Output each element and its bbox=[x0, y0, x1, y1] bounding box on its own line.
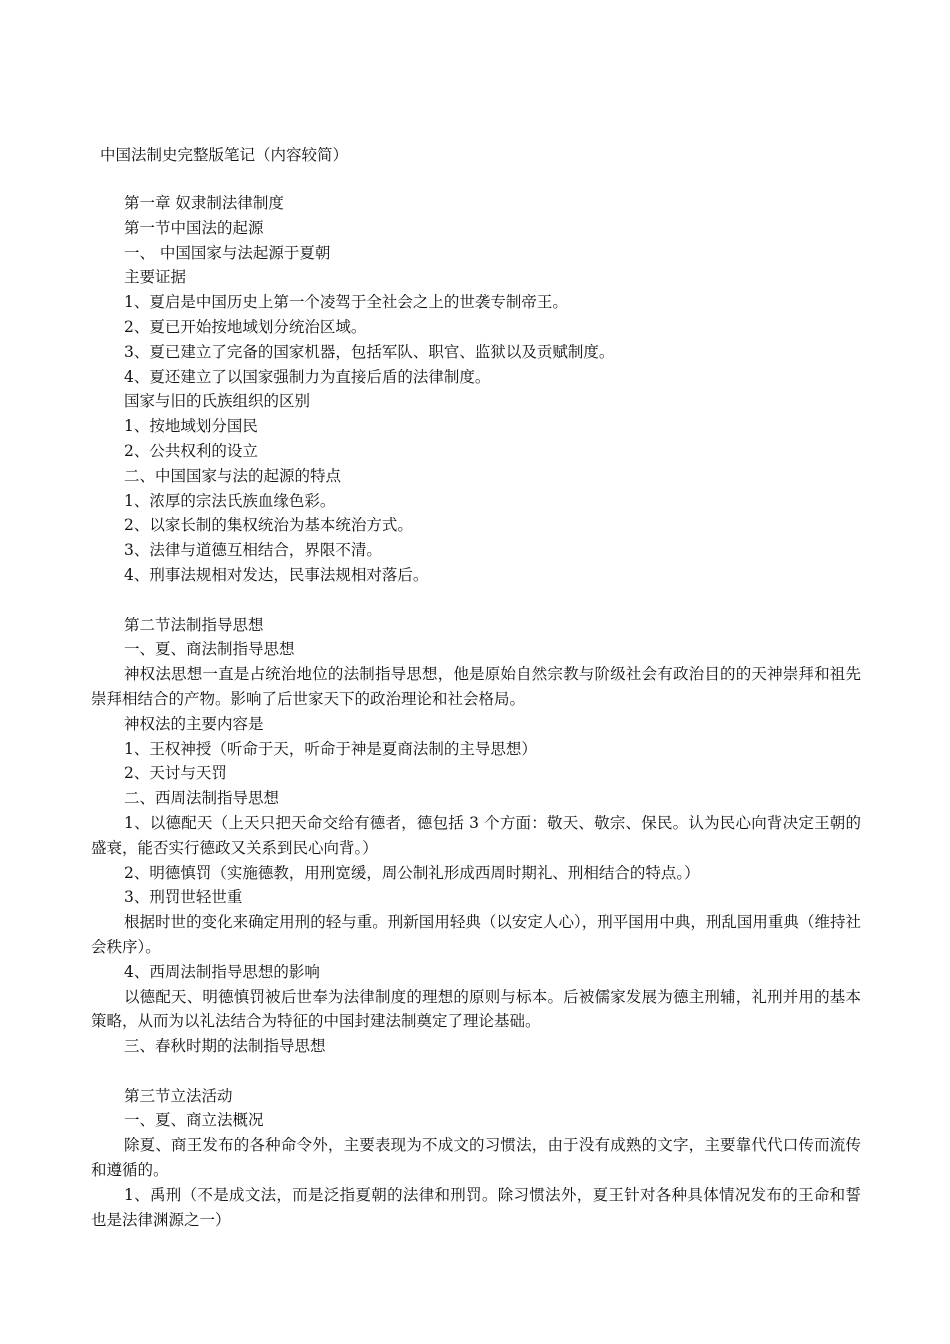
document-title: 中国法制史完整版笔记（内容较简） bbox=[100, 146, 349, 164]
paragraph-gap bbox=[91, 1059, 861, 1084]
list-item: 3、夏已建立了完备的国家机器，包括军队、职官、监狱以及贡赋制度。 bbox=[124, 342, 615, 361]
list-item: 2、夏已开始按地域划分统治区域。 bbox=[124, 317, 367, 336]
list-heading: 3、刑罚世轻世重 bbox=[124, 888, 243, 907]
body-paragraph: 1、以德配天（上天只把天命交给有德者，德包括 3 个方面：敬天、敬宗、保民。认为民心向背决定王朝的盛衰，能否实行德政又关系到民心向背。） bbox=[91, 813, 861, 857]
body-paragraph: 神权法思想一直是占统治地位的法制指导思想，他是原始自然宗教与阶级社会有政治目的的天神崇拜和祖先崇拜相结合的产物。影响了后世家天下的政治理论和社会格局。 bbox=[91, 665, 861, 708]
list-item: 4、刑事法规相对发达，民事法规相对落后。 bbox=[124, 565, 429, 584]
subsection-heading: 一、 中国国家与法起源于夏朝 bbox=[124, 243, 331, 262]
paragraph-gap bbox=[91, 588, 861, 613]
list-heading: 主要证据 bbox=[124, 268, 187, 287]
section-heading: 第一节中国法的起源 bbox=[124, 218, 264, 237]
subsection-heading: 二、西周法制指导思想 bbox=[124, 789, 280, 808]
body-paragraph: 根据时世的变化来确定用刑的轻与重。刑新国用轻典（以安定人心），刑平国用中典，刑乱国用重典（维持社会秩序）。 bbox=[91, 913, 861, 956]
section-heading: 第二节法制指导思想 bbox=[124, 615, 264, 634]
list-heading: 4、西周法制指导思想的影响 bbox=[124, 962, 320, 981]
document-body bbox=[91, 191, 861, 1232]
list-heading: 神权法的主要内容是 bbox=[124, 714, 264, 733]
subsection-heading: 二、中国国家与法的起源的特点 bbox=[124, 466, 342, 485]
list-item: 1、夏启是中国历史上第一个凌驾于全社会之上的世袭专制帝王。 bbox=[124, 293, 568, 312]
list-item: 1、王权神授（听命于天，听命于神是夏商法制的主导思想） bbox=[124, 739, 537, 758]
list-item: 3、法律与道德互相结合，界限不清。 bbox=[124, 541, 382, 560]
subsection-heading: 三、春秋时期的法制指导思想 bbox=[124, 1037, 326, 1056]
subsection-heading: 一、夏、商法制指导思想 bbox=[124, 640, 295, 659]
body-paragraph: 1、禹刑（不是成文法，而是泛指夏朝的法律和刑罚。除习惯法外，夏王针对各种具体情况发布的王命和誓也是法律渊源之一） bbox=[91, 1185, 861, 1229]
list-item: 2、天讨与天罚 bbox=[124, 764, 227, 783]
list-item: 2、以家长制的集权统治为基本统治方式。 bbox=[124, 516, 413, 535]
list-item: 4、夏还建立了以国家强制力为直接后盾的法律制度。 bbox=[124, 367, 491, 386]
body-paragraph: 以德配天、明德慎罚被后世奉为法律制度的理想的原则与标本。后被儒家发展为德主刑辅，礼刑并用的基本策略，从而为以礼法结合为特征的中国封建法制奠定了理论基础。 bbox=[91, 987, 861, 1031]
subsection-heading: 一、夏、商立法概况 bbox=[124, 1111, 264, 1130]
list-item: 1、浓厚的宗法氏族血缘色彩。 bbox=[124, 491, 336, 510]
list-item: 1、按地域划分国民 bbox=[124, 417, 258, 436]
list-item: 2、明德慎罚（实施德教，用刑宽缓，周公制礼形成西周时期礼、刑相结合的特点。） bbox=[124, 863, 700, 882]
section-heading: 第三节立法活动 bbox=[124, 1086, 233, 1105]
list-item: 2、公共权利的设立 bbox=[124, 441, 258, 460]
body-paragraph: 除夏、商王发布的各种命令外，主要表现为不成文的习惯法，由于没有成熟的文字，主要靠代代口传而流传和遵循的。 bbox=[91, 1136, 861, 1180]
list-heading: 国家与旧的氏族组织的区别 bbox=[124, 392, 311, 411]
chapter-heading: 第一章 奴隶制法律制度 bbox=[124, 194, 284, 212]
